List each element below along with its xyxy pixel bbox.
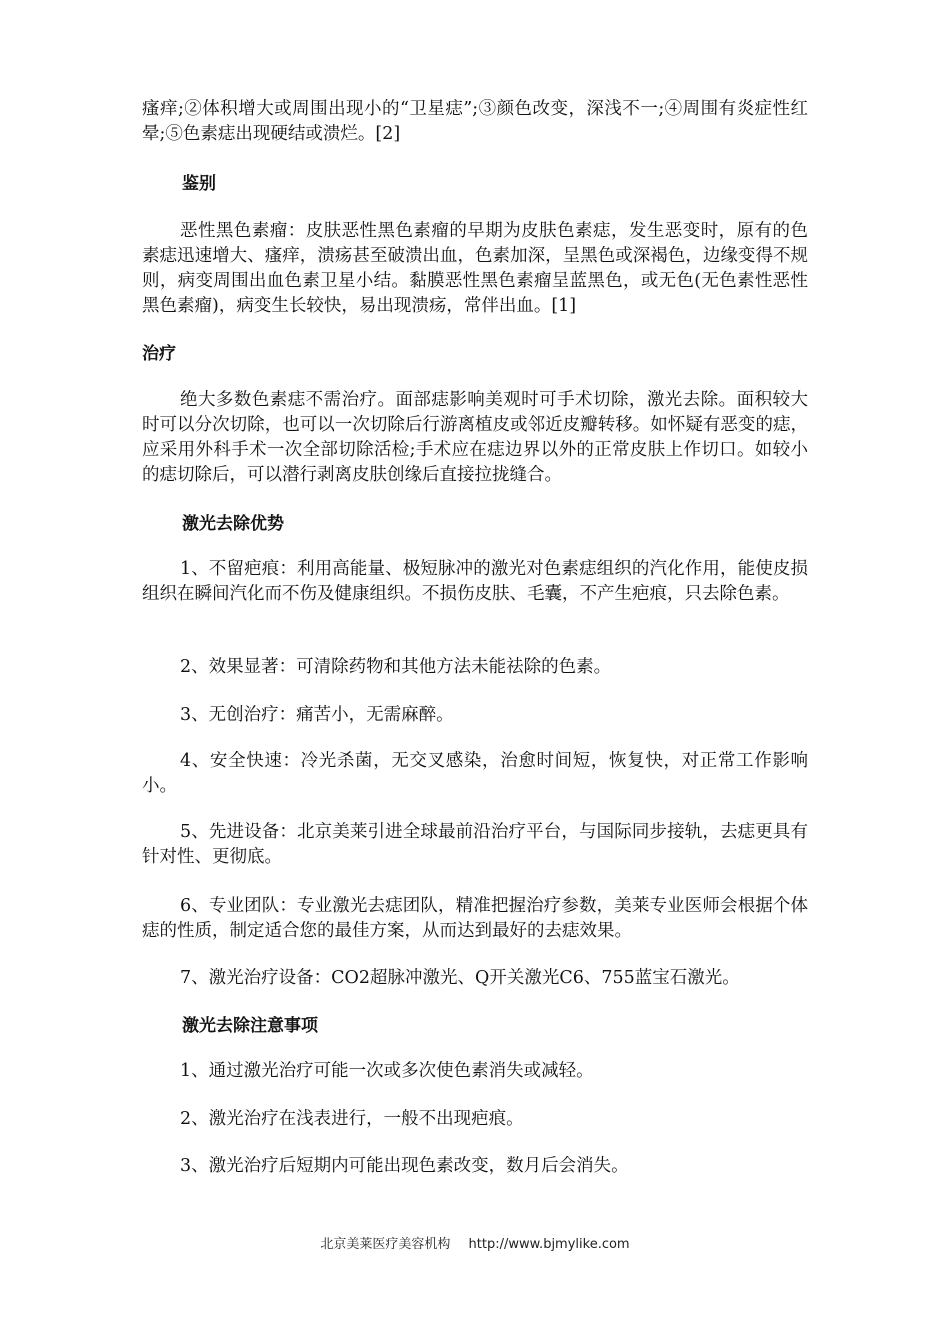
section-heading-laser-precautions: 激光去除注意事项 [182, 1016, 318, 1036]
advantage-item: 7、激光治疗设备：CO2超脉冲激光、Q开关激光C6、755蓝宝石激光。 [180, 968, 740, 988]
advantage-item: 2、效果显著：可清除药物和其他方法未能祛除的色素。 [180, 657, 612, 677]
advantage-item: 6、专业团队：专业激光去痣团队，精准把握治疗参数，美莱专业医师会根据个体痣的性质，制定适合您的最佳方案，从而达到最好的去痣效果。 [142, 896, 808, 941]
intro-paragraph: 瘙痒;②体积增大或周围出现小的“卫星痣”;③颜色改变，深浅不一;④周围有炎症性红晕;⑤色素痣出现硬结或溃烂。[2] [142, 99, 808, 144]
precaution-item: 3、激光治疗后短期内可能出现色素改变，数月后会消失。 [180, 1156, 629, 1176]
treatment-paragraph: 绝大多数色素痣不需治疗。面部痣影响美观时可手术切除，激光去除。面积较大时可以分次切除，也可以一次切除后行游离植皮或邻近皮瓣转移。如怀疑有恶变的痣，应采用外科手术一次全部切除活检;手术应在痣边界以外的正常皮肤上作切口。如较小的痣切除后，可以潜行剥离皮肤创缘后直接拉拢缝合。 [142, 390, 808, 485]
differential-paragraph: 恶性黑色素瘤：皮肤恶性黑色素瘤的早期为皮肤色素痣，发生恶变时，原有的色素痣迅速增大、瘙痒，溃疡甚至破溃出血，色素加深，呈黑色或深褐色，边缘变得不规则，病变周围出血色素卫星小结。黏膜恶性黑色素瘤呈蓝黑色，或无色(无色素性恶性黑色素瘤)，病变生长较快，易出现溃疡，常伴出血。[1] [142, 221, 808, 316]
section-heading-treatment: 治疗 [142, 344, 176, 364]
advantage-item: 1、不留疤痕：利用高能量、极短脉冲的激光对色素痣组织的汽化作用，能使皮损组织在瞬间汽化而不伤及健康组织。不损伤皮肤、毛囊，不产生疤痕，只去除色素。 [142, 559, 808, 604]
advantage-item: 5、先进设备：北京美莱引进全球最前沿治疗平台，与国际同步接轨，去痣更具有针对性、更彻底。 [142, 822, 808, 867]
footer-organization: 北京美莱医疗美容机构 [320, 1237, 451, 1252]
section-heading-laser-advantages: 激光去除优势 [182, 514, 284, 534]
precaution-item: 1、通过激光治疗可能一次或多次使色素消失或减轻。 [180, 1061, 594, 1081]
section-heading-differential: 鉴别 [182, 174, 216, 194]
advantage-item: 4、安全快速：冷光杀菌，无交叉感染，治愈时间短，恢复快，对正常工作影响小。 [142, 751, 808, 796]
footer-url[interactable]: http://www.bjmylike.com [468, 1237, 630, 1252]
precaution-item: 2、激光治疗在浅表进行，一般不出现疤痕。 [180, 1109, 524, 1129]
advantage-item: 3、无创治疗：痛苦小，无需麻醉。 [180, 705, 454, 725]
page-footer [0, 1236, 950, 1254]
